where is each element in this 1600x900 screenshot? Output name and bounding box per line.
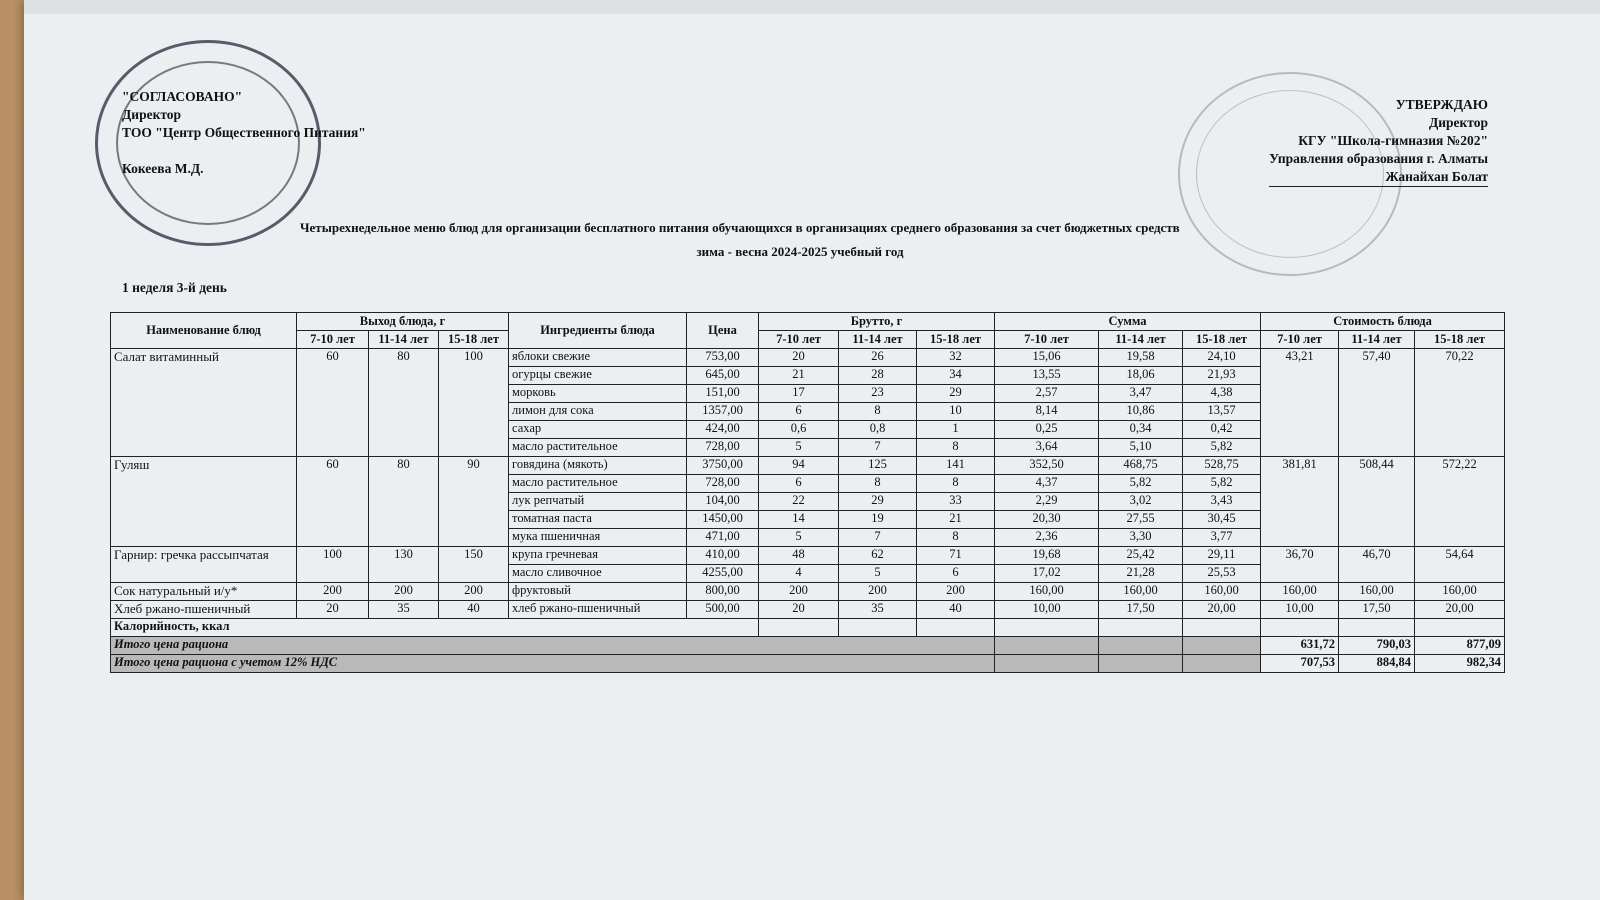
approval-block-right [1269, 96, 1488, 187]
ingredient-sum-cell: 10,00 [995, 601, 1099, 619]
ingredient-name-cell: яблоки свежие [509, 349, 687, 367]
ingredient-sum-cell: 20,00 [1183, 601, 1261, 619]
ingredient-sum-cell: 5,82 [1183, 439, 1261, 457]
age-header: 11-14 лет [369, 331, 439, 349]
ingredient-brutto-cell: 1 [917, 421, 995, 439]
ingredient-price-cell: 728,00 [687, 475, 759, 493]
ingredient-sum-cell: 4,38 [1183, 385, 1261, 403]
dish-output-cell: 130 [369, 547, 439, 583]
dish-cost-cell: 381,81 [1261, 457, 1339, 547]
dish-output-cell: 150 [439, 547, 509, 583]
col-sum: Сумма [995, 313, 1261, 331]
dish-cost-cell: 20,00 [1415, 601, 1505, 619]
ingredient-sum-cell: 17,02 [995, 565, 1099, 583]
ingredient-brutto-cell: 26 [839, 349, 917, 367]
dish-output-cell: 90 [439, 457, 509, 547]
dish-output-cell: 200 [439, 583, 509, 601]
menu-table [110, 312, 1505, 673]
ingredient-name-cell: масло сливочное [509, 565, 687, 583]
ingredient-brutto-cell: 4 [759, 565, 839, 583]
ingredient-sum-cell: 3,64 [995, 439, 1099, 457]
ingredient-sum-cell: 5,10 [1099, 439, 1183, 457]
total-label: Итого цена рациона [111, 637, 995, 655]
dish-output-cell: 80 [369, 457, 439, 547]
dish-output-cell: 80 [369, 349, 439, 457]
col-price: Цена [687, 313, 759, 349]
paper-top-edge [24, 0, 1600, 14]
age-header: 7-10 лет [297, 331, 369, 349]
ingredient-brutto-cell: 0,8 [839, 421, 917, 439]
ingredient-name-cell: масло растительное [509, 439, 687, 457]
ingredient-brutto-cell: 0,6 [759, 421, 839, 439]
ingredient-sum-cell: 160,00 [1183, 583, 1261, 601]
document-title: Четырехнедельное меню блюд для организации бесплатного питания обучающихся в организациях среднего образования за счет бюджетных средств [300, 220, 1180, 235]
day-label: 1 неделя 3-й день [122, 280, 227, 295]
approval-signer: Жанайхан Болат [1269, 168, 1488, 187]
ingredient-sum-cell: 2,29 [995, 493, 1099, 511]
dish-cost-cell: 160,00 [1415, 583, 1505, 601]
ingredient-price-cell: 424,00 [687, 421, 759, 439]
ingredient-brutto-cell: 14 [759, 511, 839, 529]
dish-output-cell: 60 [297, 457, 369, 547]
ingredient-sum-cell: 24,10 [1183, 349, 1261, 367]
dish-output-cell: 40 [439, 601, 509, 619]
dish-cost-cell: 10,00 [1261, 601, 1339, 619]
vat-total-value: 707,53 [1261, 655, 1339, 673]
ingredient-brutto-cell: 40 [917, 601, 995, 619]
ingredient-brutto-cell: 141 [917, 457, 995, 475]
dish-cost-cell: 160,00 [1339, 583, 1415, 601]
ingredient-brutto-cell: 200 [759, 583, 839, 601]
ingredient-row [111, 349, 1505, 367]
age-header: 15-18 лет [1183, 331, 1261, 349]
ingredient-brutto-cell: 10 [917, 403, 995, 421]
ingredient-brutto-cell: 7 [839, 439, 917, 457]
total-value: 877,09 [1415, 637, 1505, 655]
ingredient-sum-cell: 4,37 [995, 475, 1099, 493]
ingredient-brutto-cell: 6 [759, 403, 839, 421]
dish-output-cell: 20 [297, 601, 369, 619]
dish-name-cell: Салат витаминный [111, 349, 297, 457]
ingredient-brutto-cell: 94 [759, 457, 839, 475]
dish-output-cell: 100 [439, 349, 509, 457]
dish-output-cell: 60 [297, 349, 369, 457]
document-subtitle: зима - весна 2024-2025 учебный год [696, 244, 904, 259]
ingredient-brutto-cell: 21 [759, 367, 839, 385]
ingredient-brutto-cell: 5 [839, 565, 917, 583]
ingredient-brutto-cell: 29 [839, 493, 917, 511]
col-cost: Стоимость блюда [1261, 313, 1505, 331]
ingredient-sum-cell: 352,50 [995, 457, 1099, 475]
ingredient-brutto-cell: 34 [917, 367, 995, 385]
ingredient-row [111, 547, 1505, 565]
ingredient-sum-cell: 30,45 [1183, 511, 1261, 529]
ingredient-brutto-cell: 200 [917, 583, 995, 601]
table-header-row [111, 313, 1505, 331]
ingredient-row [111, 583, 1505, 601]
ingredient-price-cell: 728,00 [687, 439, 759, 457]
approval-position: Директор [1428, 115, 1488, 130]
ingredient-price-cell: 800,00 [687, 583, 759, 601]
calorie-label: Калорийность, ккал [111, 619, 759, 637]
ingredient-sum-cell: 17,50 [1099, 601, 1183, 619]
ingredient-name-cell: хлеб ржано-пшеничный [509, 601, 687, 619]
dish-output-cell: 200 [369, 583, 439, 601]
ingredient-name-cell: огурцы свежие [509, 367, 687, 385]
dish-name-cell: Гарнир: гречка рассыпчатая [111, 547, 297, 583]
ingredient-sum-cell: 3,47 [1099, 385, 1183, 403]
ingredient-brutto-cell: 8 [839, 403, 917, 421]
ingredient-price-cell: 104,00 [687, 493, 759, 511]
ingredient-brutto-cell: 29 [917, 385, 995, 403]
dish-cost-cell: 572,22 [1415, 457, 1505, 547]
approval-position: Директор [122, 107, 182, 122]
ingredient-brutto-cell: 21 [917, 511, 995, 529]
dish-name-cell: Хлеб ржано-пшеничный [111, 601, 297, 619]
ingredient-sum-cell: 2,57 [995, 385, 1099, 403]
ingredient-sum-cell: 18,06 [1099, 367, 1183, 385]
ingredient-sum-cell: 19,58 [1099, 349, 1183, 367]
ingredient-brutto-cell: 35 [839, 601, 917, 619]
ingredient-name-cell: лимон для сока [509, 403, 687, 421]
ingredient-brutto-cell: 5 [759, 439, 839, 457]
col-ingredients: Ингредиенты блюда [509, 313, 687, 349]
vat-total-value: 884,84 [1339, 655, 1415, 673]
ingredient-brutto-cell: 33 [917, 493, 995, 511]
dish-cost-cell: 43,21 [1261, 349, 1339, 457]
approval-org: ТОО "Центр Общественного Питания" [122, 125, 366, 140]
approval-dept: Управления образования г. Алматы [1269, 151, 1488, 166]
dish-output-cell: 35 [369, 601, 439, 619]
ingredient-sum-cell: 528,75 [1183, 457, 1261, 475]
vat-total-row [111, 655, 1505, 673]
ingredient-brutto-cell: 71 [917, 547, 995, 565]
age-header: 7-10 лет [995, 331, 1099, 349]
dish-cost-cell: 160,00 [1261, 583, 1339, 601]
ingredient-sum-cell: 25,42 [1099, 547, 1183, 565]
approval-org: КГУ "Школа-гимназия №202" [1298, 133, 1488, 148]
total-value: 631,72 [1261, 637, 1339, 655]
ingredient-name-cell: морковь [509, 385, 687, 403]
ingredient-sum-cell: 5,82 [1183, 475, 1261, 493]
age-header: 11-14 лет [1339, 331, 1415, 349]
dish-output-cell: 200 [297, 583, 369, 601]
ingredient-sum-cell: 3,77 [1183, 529, 1261, 547]
dish-name-cell: Сок натуральный и/у* [111, 583, 297, 601]
ingredient-brutto-cell: 5 [759, 529, 839, 547]
ingredient-brutto-cell: 125 [839, 457, 917, 475]
ingredient-sum-cell: 5,82 [1099, 475, 1183, 493]
ingredient-price-cell: 500,00 [687, 601, 759, 619]
ingredient-sum-cell: 10,86 [1099, 403, 1183, 421]
total-value: 790,03 [1339, 637, 1415, 655]
ingredient-price-cell: 645,00 [687, 367, 759, 385]
ingredient-name-cell: фруктовый [509, 583, 687, 601]
ingredient-brutto-cell: 6 [759, 475, 839, 493]
col-output: Выход блюда, г [297, 313, 509, 331]
ingredient-brutto-cell: 28 [839, 367, 917, 385]
ingredient-brutto-cell: 8 [839, 475, 917, 493]
ingredient-name-cell: говядина (мякоть) [509, 457, 687, 475]
ingredient-price-cell: 753,00 [687, 349, 759, 367]
ingredient-name-cell: лук репчатый [509, 493, 687, 511]
ingredient-brutto-cell: 23 [839, 385, 917, 403]
age-header: 7-10 лет [759, 331, 839, 349]
ingredient-price-cell: 471,00 [687, 529, 759, 547]
dish-cost-cell: 70,22 [1415, 349, 1505, 457]
dish-output-cell: 100 [297, 547, 369, 583]
ingredient-name-cell: томатная паста [509, 511, 687, 529]
ingredient-brutto-cell: 20 [759, 349, 839, 367]
ingredient-sum-cell: 0,34 [1099, 421, 1183, 439]
ingredient-price-cell: 151,00 [687, 385, 759, 403]
dish-cost-cell: 36,70 [1261, 547, 1339, 583]
ingredient-name-cell: крупа гречневая [509, 547, 687, 565]
ingredient-row [111, 601, 1505, 619]
approval-heading: УТВЕРЖДАЮ [1395, 97, 1488, 112]
ingredient-brutto-cell: 7 [839, 529, 917, 547]
ingredient-sum-cell: 0,25 [995, 421, 1099, 439]
ingredient-sum-cell: 25,53 [1183, 565, 1261, 583]
approval-heading: "СОГЛАСОВАНО" [122, 89, 243, 104]
ingredient-sum-cell: 13,57 [1183, 403, 1261, 421]
ingredient-sum-cell: 3,43 [1183, 493, 1261, 511]
ingredient-price-cell: 1450,00 [687, 511, 759, 529]
ingredient-price-cell: 4255,00 [687, 565, 759, 583]
ingredient-brutto-cell: 17 [759, 385, 839, 403]
vat-total-label: Итого цена рациона с учетом 12% НДС [111, 655, 995, 673]
ingredient-price-cell: 410,00 [687, 547, 759, 565]
ingredient-brutto-cell: 20 [759, 601, 839, 619]
dish-name-cell: Гуляш [111, 457, 297, 547]
ingredient-sum-cell: 0,42 [1183, 421, 1261, 439]
ingredient-sum-cell: 21,93 [1183, 367, 1261, 385]
dish-cost-cell: 508,44 [1339, 457, 1415, 547]
ingredient-sum-cell: 21,28 [1099, 565, 1183, 583]
ingredient-sum-cell: 8,14 [995, 403, 1099, 421]
col-dish: Наименование блюд [111, 313, 297, 349]
ingredient-sum-cell: 27,55 [1099, 511, 1183, 529]
col-brutto: Брутто, г [759, 313, 995, 331]
ingredient-brutto-cell: 48 [759, 547, 839, 565]
ingredient-brutto-cell: 22 [759, 493, 839, 511]
ingredient-sum-cell: 3,02 [1099, 493, 1183, 511]
ingredient-sum-cell: 15,06 [995, 349, 1099, 367]
ingredient-brutto-cell: 8 [917, 475, 995, 493]
age-header: 11-14 лет [1099, 331, 1183, 349]
approval-signer: Кокеева М.Д. [122, 161, 204, 176]
ingredient-brutto-cell: 8 [917, 529, 995, 547]
ingredient-name-cell: мука пшеничная [509, 529, 687, 547]
dish-cost-cell: 57,40 [1339, 349, 1415, 457]
age-header: 15-18 лет [1415, 331, 1505, 349]
vat-total-value: 982,34 [1415, 655, 1505, 673]
ingredient-name-cell: сахар [509, 421, 687, 439]
ingredient-sum-cell: 13,55 [995, 367, 1099, 385]
table-subheader-row [111, 331, 1505, 349]
ingredient-name-cell: масло растительное [509, 475, 687, 493]
dish-cost-cell: 46,70 [1339, 547, 1415, 583]
ingredient-sum-cell: 29,11 [1183, 547, 1261, 565]
ingredient-brutto-cell: 8 [917, 439, 995, 457]
ingredient-brutto-cell: 62 [839, 547, 917, 565]
ingredient-brutto-cell: 200 [839, 583, 917, 601]
total-row [111, 637, 1505, 655]
ingredient-sum-cell: 20,30 [995, 511, 1099, 529]
ingredient-price-cell: 3750,00 [687, 457, 759, 475]
ingredient-brutto-cell: 6 [917, 565, 995, 583]
ingredient-sum-cell: 3,30 [1099, 529, 1183, 547]
ingredient-row [111, 457, 1505, 475]
age-header: 11-14 лет [839, 331, 917, 349]
ingredient-price-cell: 1357,00 [687, 403, 759, 421]
ingredient-sum-cell: 160,00 [1099, 583, 1183, 601]
age-header: 15-18 лет [917, 331, 995, 349]
ingredient-brutto-cell: 19 [839, 511, 917, 529]
age-header: 7-10 лет [1261, 331, 1339, 349]
ingredient-brutto-cell: 32 [917, 349, 995, 367]
ingredient-sum-cell: 19,68 [995, 547, 1099, 565]
dish-cost-cell: 54,64 [1415, 547, 1505, 583]
menu-table-body [111, 349, 1505, 619]
ingredient-sum-cell: 2,36 [995, 529, 1099, 547]
dish-cost-cell: 17,50 [1339, 601, 1415, 619]
ingredient-sum-cell: 160,00 [995, 583, 1099, 601]
calorie-row [111, 619, 1505, 637]
age-header: 15-18 лет [439, 331, 509, 349]
approval-block-left [122, 88, 366, 178]
ingredient-sum-cell: 468,75 [1099, 457, 1183, 475]
